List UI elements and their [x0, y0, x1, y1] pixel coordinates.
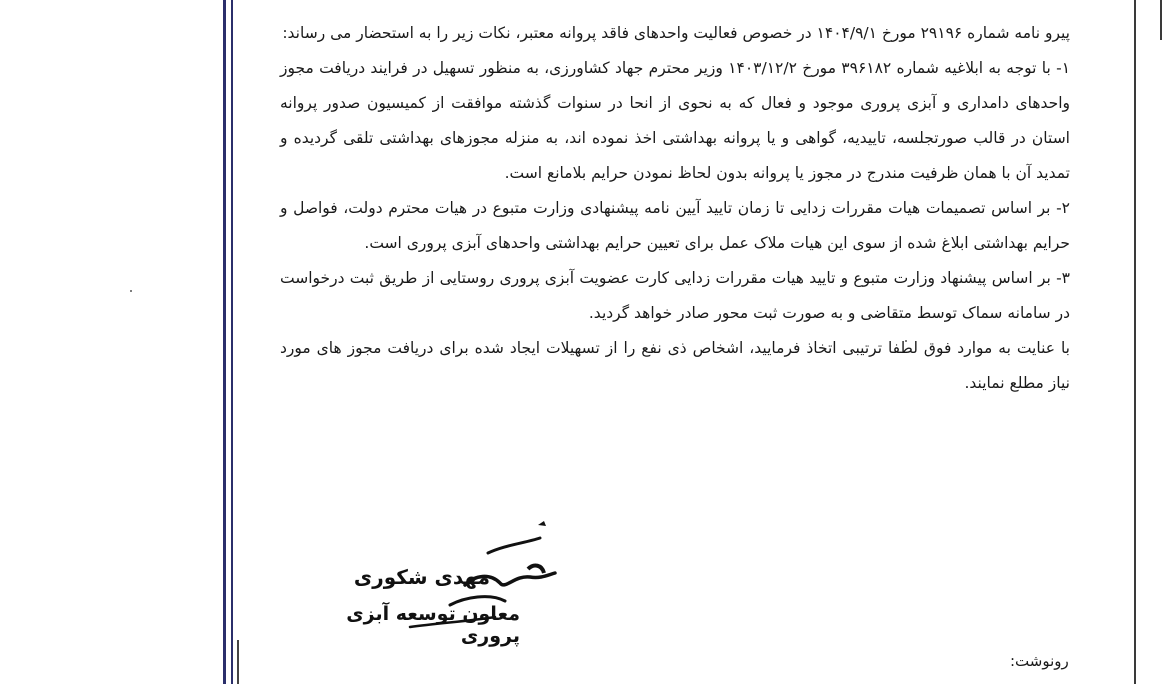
letter-closing: با عنایت به موارد فوق لطفا ترتیبی اتخاذ فرمایید، اشخاص ذی نفع را از تسهیلات ایجاد شده برای دریافت مجوز های مورد نیاز مطلع نمایند.	[280, 339, 1070, 392]
scan-speck	[130, 290, 132, 292]
letter-intro: پیرو نامه شماره ۲۹۱۹۶ مورخ ۱۴۰۴/۹/۱ در خصوص فعالیت واحدهای فاقد پروانه معتبر، نکات زیر را به استحضار می رساند:	[282, 24, 1070, 42]
signature-block	[290, 505, 580, 655]
letter-body	[280, 16, 1070, 401]
letter-item-3: ۳- بر اساس پیشنهاد وزارت متبوع و تایید هیات مقررات زدایی کارت عضویت آبزی پروری روستایی از طریق ثبت درخواست در سامانه سماک توسط متقاضی و به صورت ثبت محور صادر خواهد گردید.	[280, 269, 1070, 322]
signatory-name: مهدی شکوری	[353, 565, 490, 589]
letter-item-2: ۲- بر اساس تصمیمات هیات مقررات زدایی تا زمان تایید آیین نامه پیشنهادی وزارت متبوع در هیات محترم دولت، فواصل و حرایم بهداشتی ابلاغ شده از سوی این هیات ملاک عمل برای تعیین حرایم بهداشتی واحدهای آبزی پروری است.	[280, 199, 1070, 252]
page-border-line	[231, 0, 233, 684]
page-border-line	[1134, 0, 1136, 684]
page-border-line	[223, 0, 226, 684]
cc-label: رونوشت:	[1010, 652, 1069, 670]
letter-item-1: ۱- با توجه به ابلاغیه شماره ۳۹۶۱۸۲ مورخ ۱۴۰۳/۱۲/۲ وزیر محترم جهاد کشاورزی، به منظور تسهیل در فرایند دریافت مجوز واحدهای دامداری و آبزی پروری موجود و فعال که به نحوی از انحا در سنوات گذشته موافقت از کمیسیون صدور پروانه استان در قالب صورتجلسه، تاییدیه، گواهی و یا پروانه بهداشتی اخذ نموده اند، به منزله مجوزهای بهداشتی تلقی گردیده و تمدید آن با همان ظرفیت مندرج در مجوز یا پروانه بدون لحاظ نمودن حرایم بلامانع است.	[280, 59, 1071, 182]
page-border-line	[1160, 0, 1162, 40]
signatory-title: معاون توسعه آبزی پروری	[346, 603, 520, 647]
scan-mark	[237, 640, 239, 684]
